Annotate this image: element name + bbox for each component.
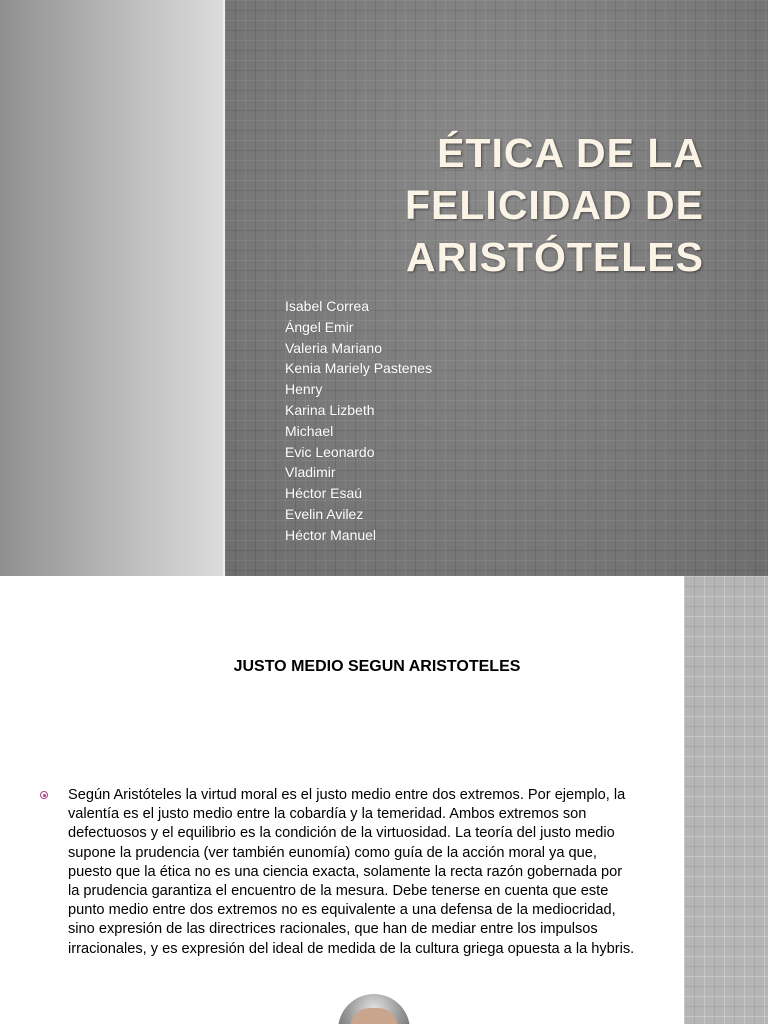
decorative-side-strip xyxy=(684,576,768,1024)
author-name: Evic Leonardo xyxy=(285,443,375,460)
author-name: Vladimir xyxy=(285,464,336,481)
slide-title: ÉTICA DE LA FELICIDAD DE ARISTÓTELES xyxy=(405,130,704,280)
author-name: Héctor Manuel xyxy=(285,526,377,543)
aristotle-portrait-image xyxy=(286,990,446,1024)
author-name: Isabel Correa xyxy=(285,298,370,314)
author-name: Héctor Esaú xyxy=(285,485,363,502)
author-name: Henry xyxy=(285,381,323,398)
bullet-circle-icon xyxy=(40,791,48,799)
slide-heading: JUSTO MEDIO SEGUN ARISTOTELES xyxy=(233,658,521,675)
author-name: Ángel Emir xyxy=(285,318,354,335)
author-name: Valeria Mariano xyxy=(285,339,383,356)
content-slide xyxy=(0,576,768,1024)
author-name: Karina Lizbeth xyxy=(285,401,375,418)
author-list xyxy=(285,296,432,546)
author-name: Kenia Mariely Pastenes xyxy=(285,360,433,377)
author-name: Michael xyxy=(285,422,334,439)
author-name: Evelin Avilez xyxy=(285,505,364,522)
bullet-text: Según Aristóteles la virtud moral es el justo medio entre dos extremos. Por ejemplo, la valentía es el justo medio entre la cobardía y la temeridad. Ambos extremos son defectuosos y el equilibrio es la condición de la virtuosidad. La teoría del justo medio supone la prudencia (ver también eunomía) como guía de la acción moral ya que, puesto que la ética no es una ciencia exacta, solamente la recta razón gobernada por la prudencia garantiza el encuentro de la mesura. Debe tenerse en cuenta que este punto medio entre dos extremos no es equivalente a una defensa de la mediocridad, sino expresión de las directrices racionales, que han de mediar entre los impulsos irracionales, y es expresión del ideal de medida de la cultura griega opuesta a la hybris. xyxy=(68,787,635,957)
slide-left-panel xyxy=(0,0,223,576)
